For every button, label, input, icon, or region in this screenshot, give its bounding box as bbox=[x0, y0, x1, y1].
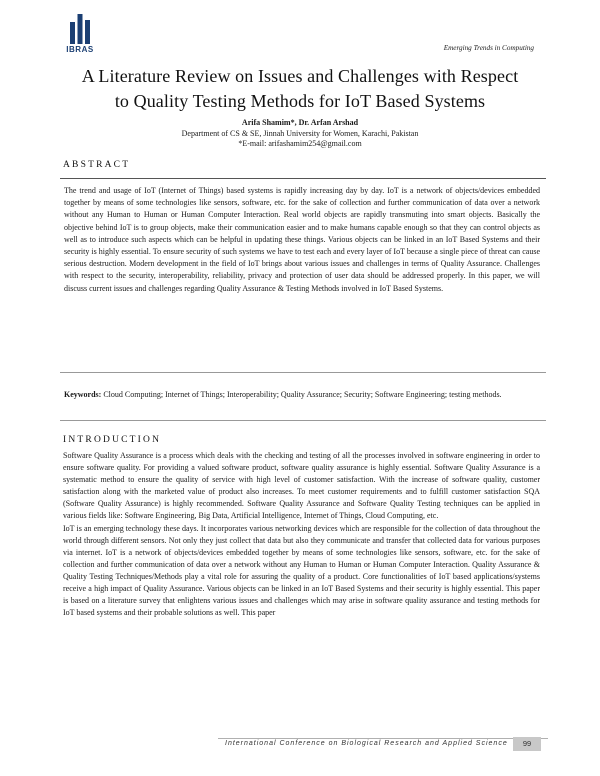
running-head: Emerging Trends in Computing bbox=[443, 44, 534, 52]
paper-title bbox=[40, 64, 560, 114]
email: *E-mail: arifashamim254@gmail.com bbox=[238, 139, 362, 148]
intro-paragraph-2: IoT is an emerging technology these days. It incorporates various networking devices which are responsible for the collection of data throughout the world through different sensors. Not only they just collect that data but also they communicate and transfer that collected data for various purposes via internet. IoT is a network of objects/devices embedded together by means of some technologies like sensors, software, etc. for the sake of collection and further communication of data over a network without any Human to Human or Human Computer Interaction. Quality Assurance & Quality Testing Techniques/Methods play a vital role for assuring the quality of a product. Core functionalities of IoT based applications/systems receive a high impact of Quality Assurance. Various objects can be linked in an IoT Based Systems and their security is highly essential. This paper is based on a literature survey that enlightens various issues and challenges which may arise in software quality assurance and testing methods for IoT based systems and their probable solutions as well. This paper bbox=[63, 524, 540, 617]
keywords-label: Keywords: bbox=[64, 390, 102, 399]
logo-text: IBRAS bbox=[66, 45, 94, 54]
columns-logo-icon bbox=[67, 14, 93, 44]
abstract-text: The trend and usage of IoT (Internet of Things) based systems is rapidly increasing day by day. IoT is a network of objects/devices embedded together by means of some technologies like sensors, software, etc. for the sake of collection and further communication of data over a network without any Human to Human or Human Computer Interaction. Real world objects are rapidly transmuting into smart objects. Basically the objective behind IoT is to group objects, make their communication easier and to make humans capable enough so that they can control objects as well as to introduce such aspects which can be helpful in updating these things. Various objects can be linked in an IoT Based Systems and their security is highly essential. To ensure security of such systems we have to test each and every layer of IoT because a single piece of threat can cause serious destruction. Modern development in the field of IoT brings about various issues and challenges in terms of Quality Assurance. Challenges with respect to the security, interoperability, reliability, privacy and protection of user data should be addressed properly. In this paper, we will discuss current issues and challenges regarding Quality Assurance & Testing Methods involved in IoT Based Systems. bbox=[64, 186, 540, 293]
introduction-body bbox=[63, 450, 540, 620]
authors: Arifa Shamim*, Dr. Arfan Arshad bbox=[241, 118, 359, 127]
title-line-2: to Quality Testing Methods for IoT Based Systems bbox=[114, 91, 486, 111]
publisher-logo bbox=[57, 14, 103, 54]
affiliation bbox=[40, 129, 560, 149]
title-line-1: A Literature Review on Issues and Challenges with Respect bbox=[81, 66, 519, 86]
abstract-heading: ABSTRACT bbox=[63, 160, 131, 170]
keywords bbox=[64, 389, 540, 400]
department: Department of CS & SE, Jinnah University for Women, Karachi, Pakistan bbox=[181, 129, 419, 138]
page-number: 99 bbox=[513, 737, 541, 751]
keywords-text: Cloud Computing; Internet of Things; Interoperability; Quality Assurance; Security; Software Engineering; testing methods. bbox=[101, 390, 502, 399]
intro-paragraph-1: Software Quality Assurance is a process which deals with the checking and testing of all the processes involved in software engineering in order to ensure software quality. For providing a valued software product, software quality assurance is highly essential. Software Quality Assurance is a systematic method to ensure the quality of service with high level of customer satisfaction. With the increase of software quality, customer satisfaction along with the marketed value of product also increases. To meet customer requirements and to fulfill customer satisfaction SQA (Software Quality Assurance) is highly recommended. Software Quality Assurance and Software Quality Testing techniques can be applied in various fields like: Software Engineering, Big Data, Artificial Intelligence, Internet of Things, Cloud Computing, etc. bbox=[63, 451, 540, 520]
introduction-heading: INTRODUCTION bbox=[63, 435, 162, 445]
footer-conference: International Conference on Biological Research and Applied Science bbox=[225, 740, 508, 747]
keywords-divider bbox=[60, 420, 546, 421]
